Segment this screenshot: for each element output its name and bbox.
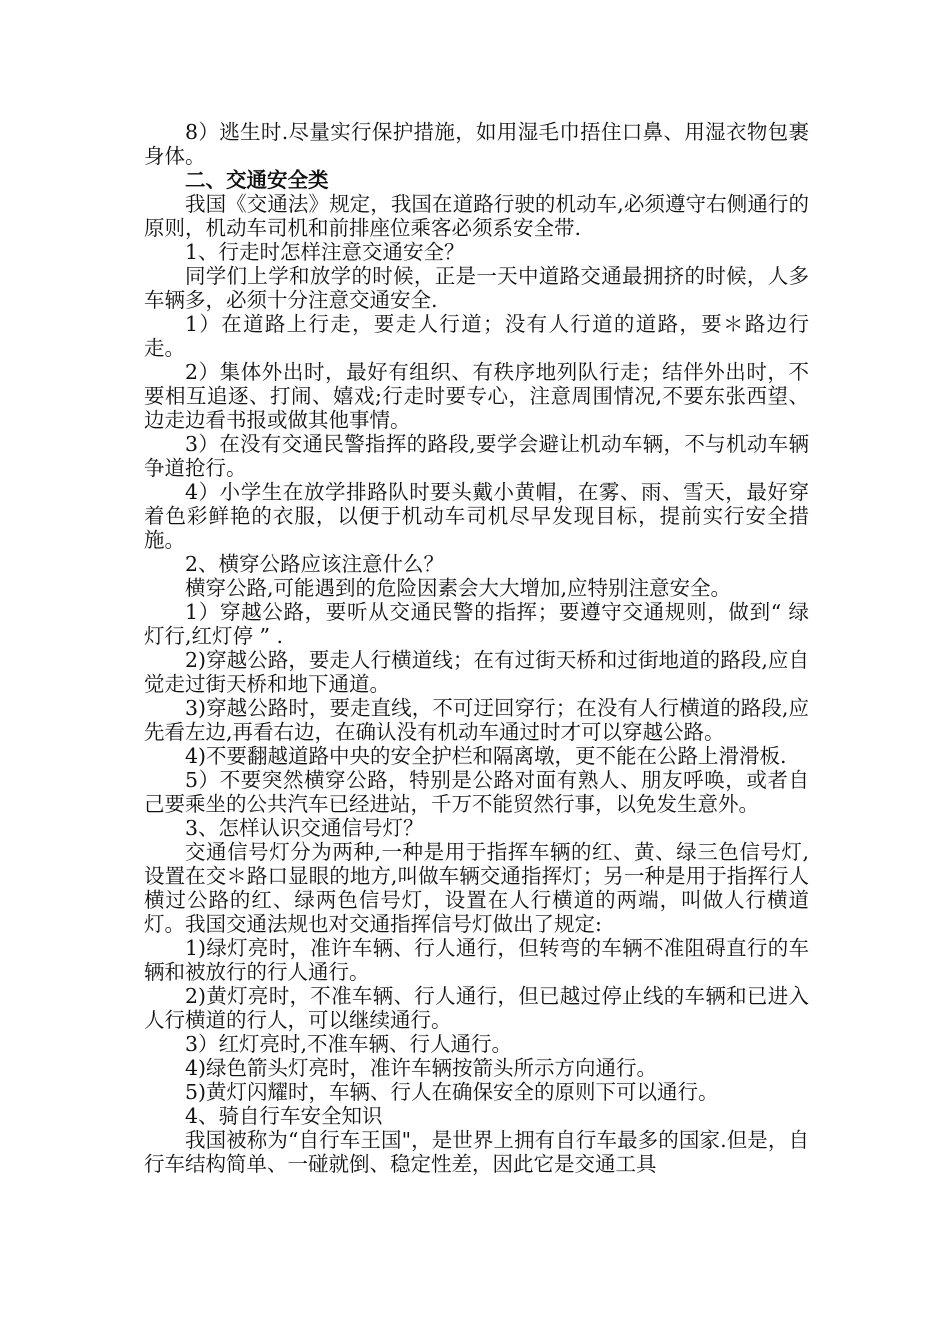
paragraph-light-rule-3: 3）红灯亮时,不准车辆、行人通行。: [185, 1032, 513, 1056]
paragraph-traffic-lights-intro: 交通信号灯分为两种,一种是用于指挥车辆的红、黄、绿三色信号灯,设置在交＊路口显眼的地方,叫做车辆交通指挥灯；另一种是用于指挥行人横过公路的红、绿两色信号灯，设置在人行横道的两端，叫做人行横道灯。我国交通法规也对交通指挥信号灯做出了规定:: [144, 840, 809, 936]
paragraph-light-rule-1: 1)绿灯亮时，准许车辆、行人通行，但转弯的车辆不准阻碍直行的车辆和被放行的行人通行。: [144, 936, 809, 984]
paragraph-light-rule-4: 4)绿色箭头灯亮时，准许车辆按箭头所示方向通行。: [185, 1056, 658, 1080]
paragraph-light-rule-5: 5)黄灯闪耀时，车辆、行人在确保安全的原则下可以通行。: [185, 1080, 719, 1104]
paragraph-crossing-rule-4: 4)不要翻越道路中央的安全护栏和隔离墩，更不能在公路上滑滑板.: [185, 744, 787, 768]
paragraph-traffic-law: 我国《交通法》规定，我国在道路行驶的机动车,必须遵守右侧通行的原则，机动车司机和前排座位乘客必须系安全带.: [144, 192, 809, 240]
subheading-walking-safety: 1、行走时怎样注意交通安全？: [185, 240, 465, 264]
subheading-bicycle-safety: 4、骑自行车安全知识: [185, 1104, 383, 1128]
document-body: [144, 120, 809, 1176]
paragraph-walking-rule-4: 4）小学生在放学排路队时要头戴小黄帽，在雾、雨、雪天，最好穿着色彩鲜艳的衣服，以便于机动车司机尽早发现目标，提前实行安全措施。: [144, 480, 809, 552]
subheading-crossing-road: 2、横穿公路应该注意什么？: [185, 552, 445, 576]
paragraph-walking-rule-3: 3）在没有交通民警指挥的路段,要学会避让机动车辆，不与机动车辆争道抢行。: [144, 432, 809, 480]
paragraph-light-rule-2: 2)黄灯亮时，不准车辆、行人通行，但已越过停止线的车辆和已进入人行横道的行人，可以继续通行。: [144, 984, 809, 1032]
paragraph-escape-tip-8: 8）逃生时.尽量实行保护措施，如用湿毛巾捂住口鼻、用湿衣物包裹身体。: [144, 120, 809, 168]
paragraph-walking-rule-1: 1）在道路上行走，要走人行道；没有人行道的道路，要＊路边行走。: [144, 312, 809, 360]
paragraph-walking-rule-2: 2）集体外出时，最好有组织、有秩序地列队行走；结伴外出时，不要相互追逐、打闹、嬉戏;行走时要专心，注意周围情况,不要东张西望、边走边看书报或做其他事情。: [144, 360, 809, 432]
subheading-traffic-lights: 3、怎样认识交通信号灯？: [185, 816, 424, 840]
paragraph-crossing-rule-1: 1）穿越公路，要听从交通民警的指挥；要遵守交通规则，做到“ 绿灯行,红灯停 ” .: [144, 600, 809, 648]
paragraph-school-commute: 同学们上学和放学的时候，正是一天中道路交通最拥挤的时候，人多车辆多，必须十分注意交通安全.: [144, 264, 809, 312]
paragraph-crossing-intro: 横穿公路,可能遇到的危险因素会大大增加,应特别注意安全。: [185, 576, 732, 600]
paragraph-bicycle-intro: 我国被称为“自行车王国"，是世界上拥有自行车最多的国家.但是，自行车结构简单、一碰就倒、稳定性差，因此它是交通工具: [144, 1128, 809, 1176]
paragraph-crossing-rule-3: 3)穿越公路时，要走直线，不可迂回穿行；在没有人行横道的路段,应先看左边,再看右边，在确认没有机动车通过时才可以穿越公路。: [144, 696, 809, 744]
section-heading-traffic-safety: 二、交通安全类: [185, 168, 329, 192]
paragraph-crossing-rule-5: 5）不要突然横穿公路，特别是公路对面有熟人、朋友呼唤，或者自己要乘坐的公共汽车已经进站，千万不能贸然行事，以免发生意外。: [144, 768, 809, 816]
paragraph-crossing-rule-2: 2)穿越公路，要走人行横道线；在有过街天桥和过街地道的路段,应自觉走过街天桥和地下通道。: [144, 648, 809, 696]
